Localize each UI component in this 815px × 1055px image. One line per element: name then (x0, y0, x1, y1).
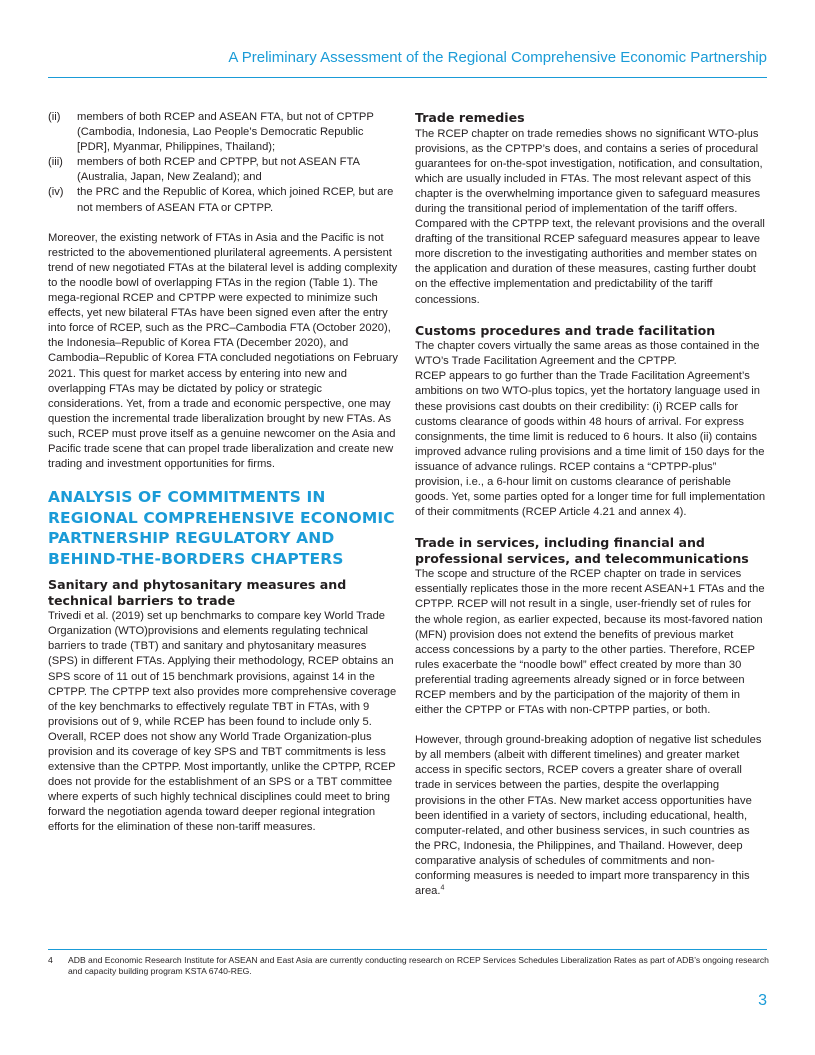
services-heading: Trade in services, including financial and professional services, and telecommunications (415, 535, 749, 566)
section-heading: ANALYSIS OF COMMITMENTS IN REGIONAL COMPREHENSIVE ECONOMIC PARTNERSHIP REGULATORY AND BEHIND-THE-BORDERS CHAPTERS (48, 488, 395, 568)
services-paragraph (415, 733, 767, 899)
customs-paragraph: The chapter covers virtually the same areas as those contained in the WTO’s Trade Facilitation Agreement and the CPTPP. (415, 340, 760, 368)
customs-paragraph: RCEP appears to go further than the Trade Facilitation Agreement’s ambitions on two WTO-plus topics, yet the hortatory language used in these provisions cast doubts on their credibility: (i) RCEP calls for customs clearance of goods within 48 hours of arrival. For express consignments, the time limit is reduced to 6 hours. It also (ii) contains improved advance ruling provisions and a time limit of 150 days for the issuance of advance rulings. RCEP contains a “CPTPP-plus” provision, i.e., a 6-hour limit on customs clearance of perishable goods. Yet, some parties opted for a longer time for full implementation of their commitments (RCEP Article 4.21 and annex 4). (415, 370, 766, 519)
footnote-text: ADB and Economic Research Institute for ASEAN and East Asia are currently conducting research on RCEP Services Schedules Liberalization Rates as part of ADB’s ongoing research and capacity building program KSTA 6740-REG. (68, 955, 769, 976)
list-item (48, 155, 398, 185)
footnote-rule (48, 949, 767, 950)
sps-paragraph: Trivedi et al. (2019) set up benchmarks to compare key World Trade Organization (WTO)provisions and elements regulating technical barriers to trade (TBT) and sanitary and phytosanitary measures (SPS) in different FTAs. Applying their methodology, RCEP obtains an SPS score of 11 out of 15 benchmark provisions, against 14 in the CPTPP. The CPTPP text also provides more comprehensive coverage of the key benchmarks to effectively regulate TBT in FTAs, with 9 provisions out of 9, while RCEP has been found to include only 5. Overall, RCEP does not show any World Trade Organization-plus provision and its coverage of key SPS and TBT commitments is less extensive than the CPTPP. Most importantly, unlike the CPTPP, RCEP does not provide for the establishment of an SPS or a TBT committee where experts of such highly technical disciplines could meet to bring forward the negotiation agenda toward deeper regional integration efforts for the elimination of these non-tariff measures. (48, 610, 397, 834)
footnote-mark: 4 (48, 955, 53, 965)
member-list (48, 110, 398, 216)
sps-heading: Sanitary and phytosanitary measures and technical barriers to trade (48, 577, 347, 608)
list-item-text: members of both RCEP and CPTPP, but not ASEAN FTA (Australia, Japan, New Zealand); and (77, 156, 360, 184)
services-paragraph: The scope and structure of the RCEP chapter on trade in services essentially replicates those in the more recent ASEAN+1 FTAs and the CPTPP. RCEP will not result in a single, user-friendly set of rules for the whole region, as earlier expected, because its most-favored nation (MFN) provision does not extend the benefits of previous market access concessions by a party to the other parties. Therefore, RCEP rules exacerbate the “noodle bowl” effect created by more than 30 preferential trading agreements already signed or in force between RCEP members and by the participation of the majority of them in either the CPTPP or FTAs with non-CPTPP parties, or both. (415, 568, 765, 717)
page-number: 3 (758, 992, 767, 1009)
list-item (48, 185, 398, 215)
trade-remedies-heading: Trade remedies (415, 110, 525, 125)
header-rule (48, 77, 767, 78)
footnote (48, 955, 770, 977)
right-column (415, 110, 767, 899)
left-column (48, 110, 398, 836)
running-title: A Preliminary Assessment of the Regional Comprehensive Economic Partnership (228, 49, 767, 66)
footnote-reference[interactable]: 4 (440, 884, 445, 892)
customs-heading: Customs procedures and trade facilitation (415, 322, 716, 338)
services-paragraph-text: However, through ground-breaking adoption of negative list schedules by all members (albeit with different timelines) and greater market access in specific sectors, RCEP covers a greater share of overall trade in services between the parties, despite the overlapping provisions in the other FTAs. New market access opportunities have been identified in a variety of sectors, including educational, health, computer-related, and other business services, in such countries as the PRC, Indonesia, the Philippines, and Thailand. However, deep comparative analysis of schedules of commitments and non-conforming measures is needed to impart more transparency in this area. (415, 734, 762, 898)
list-item-number: (iv) (48, 186, 64, 199)
list-item-text: members of both RCEP and ASEAN FTA, but not of CPTPP (Cambodia, Indonesia, Lao People’s Democratic Republic [PDR], Myanmar, Philippines, Thailand); (77, 111, 374, 154)
list-item-number: (ii) (48, 111, 61, 123)
list-item-number: (iii) (48, 156, 63, 169)
list-item (48, 110, 398, 155)
list-item-text: the PRC and the Republic of Korea, which joined RCEP, but are not members of ASEAN FTA or CPTPP. (77, 186, 394, 214)
fta-network-paragraph: Moreover, the existing network of FTAs in Asia and the Pacific is not restricted to the abovementioned plurilateral agreements. A persistent trend of new negotiated FTAs at the bilateral level is adding complexity to the noodle bowl of overlapping FTAs in the region (Table 1). The mega-regional RCEP and CPTPP were expected to minimize such effects, yet new bilateral FTAs have been signed even after the entry into force of RCEP, such as the PRC–Cambodia FTA (October 2020), the Indonesia–Republic of Korea FTA (December 2020), and Cambodia–Republic of Korea FTA concluded negotiations on February 2021. This quest for market access by entering into new and overlapping FTAs may be dictated by policy or strategic considerations. Yet, from a trade and economic perspective, one may question the incremental trade liberalization brought by new FTAs. As such, RCEP must prove itself as a genuine newcomer on the Asia and Pacific trade scene that can propel trade liberalization and create new trading and investment opportunities for firms. (48, 231, 398, 471)
trade-remedies-paragraph: The RCEP chapter on trade remedies shows no significant WTO-plus provisions, as the CPTPP’s does, and contains a series of procedural guarantees for on-the-spot investigation, notification, and consultation, which are usually included in FTAs. The most relevant aspect of this chapter is the overwhelming importance given to safeguard measures during the transitional period of implementation of the tariff offers. Compared with the CPTPP text, the relevant provisions and the overall drafting of the transitional RCEP safeguard measures appear to leave more discretion to the investigating authorities and member states on the application and duration of these measures, casting further doubt on the effective implementation and predictability of the tariff concessions. (415, 127, 765, 306)
